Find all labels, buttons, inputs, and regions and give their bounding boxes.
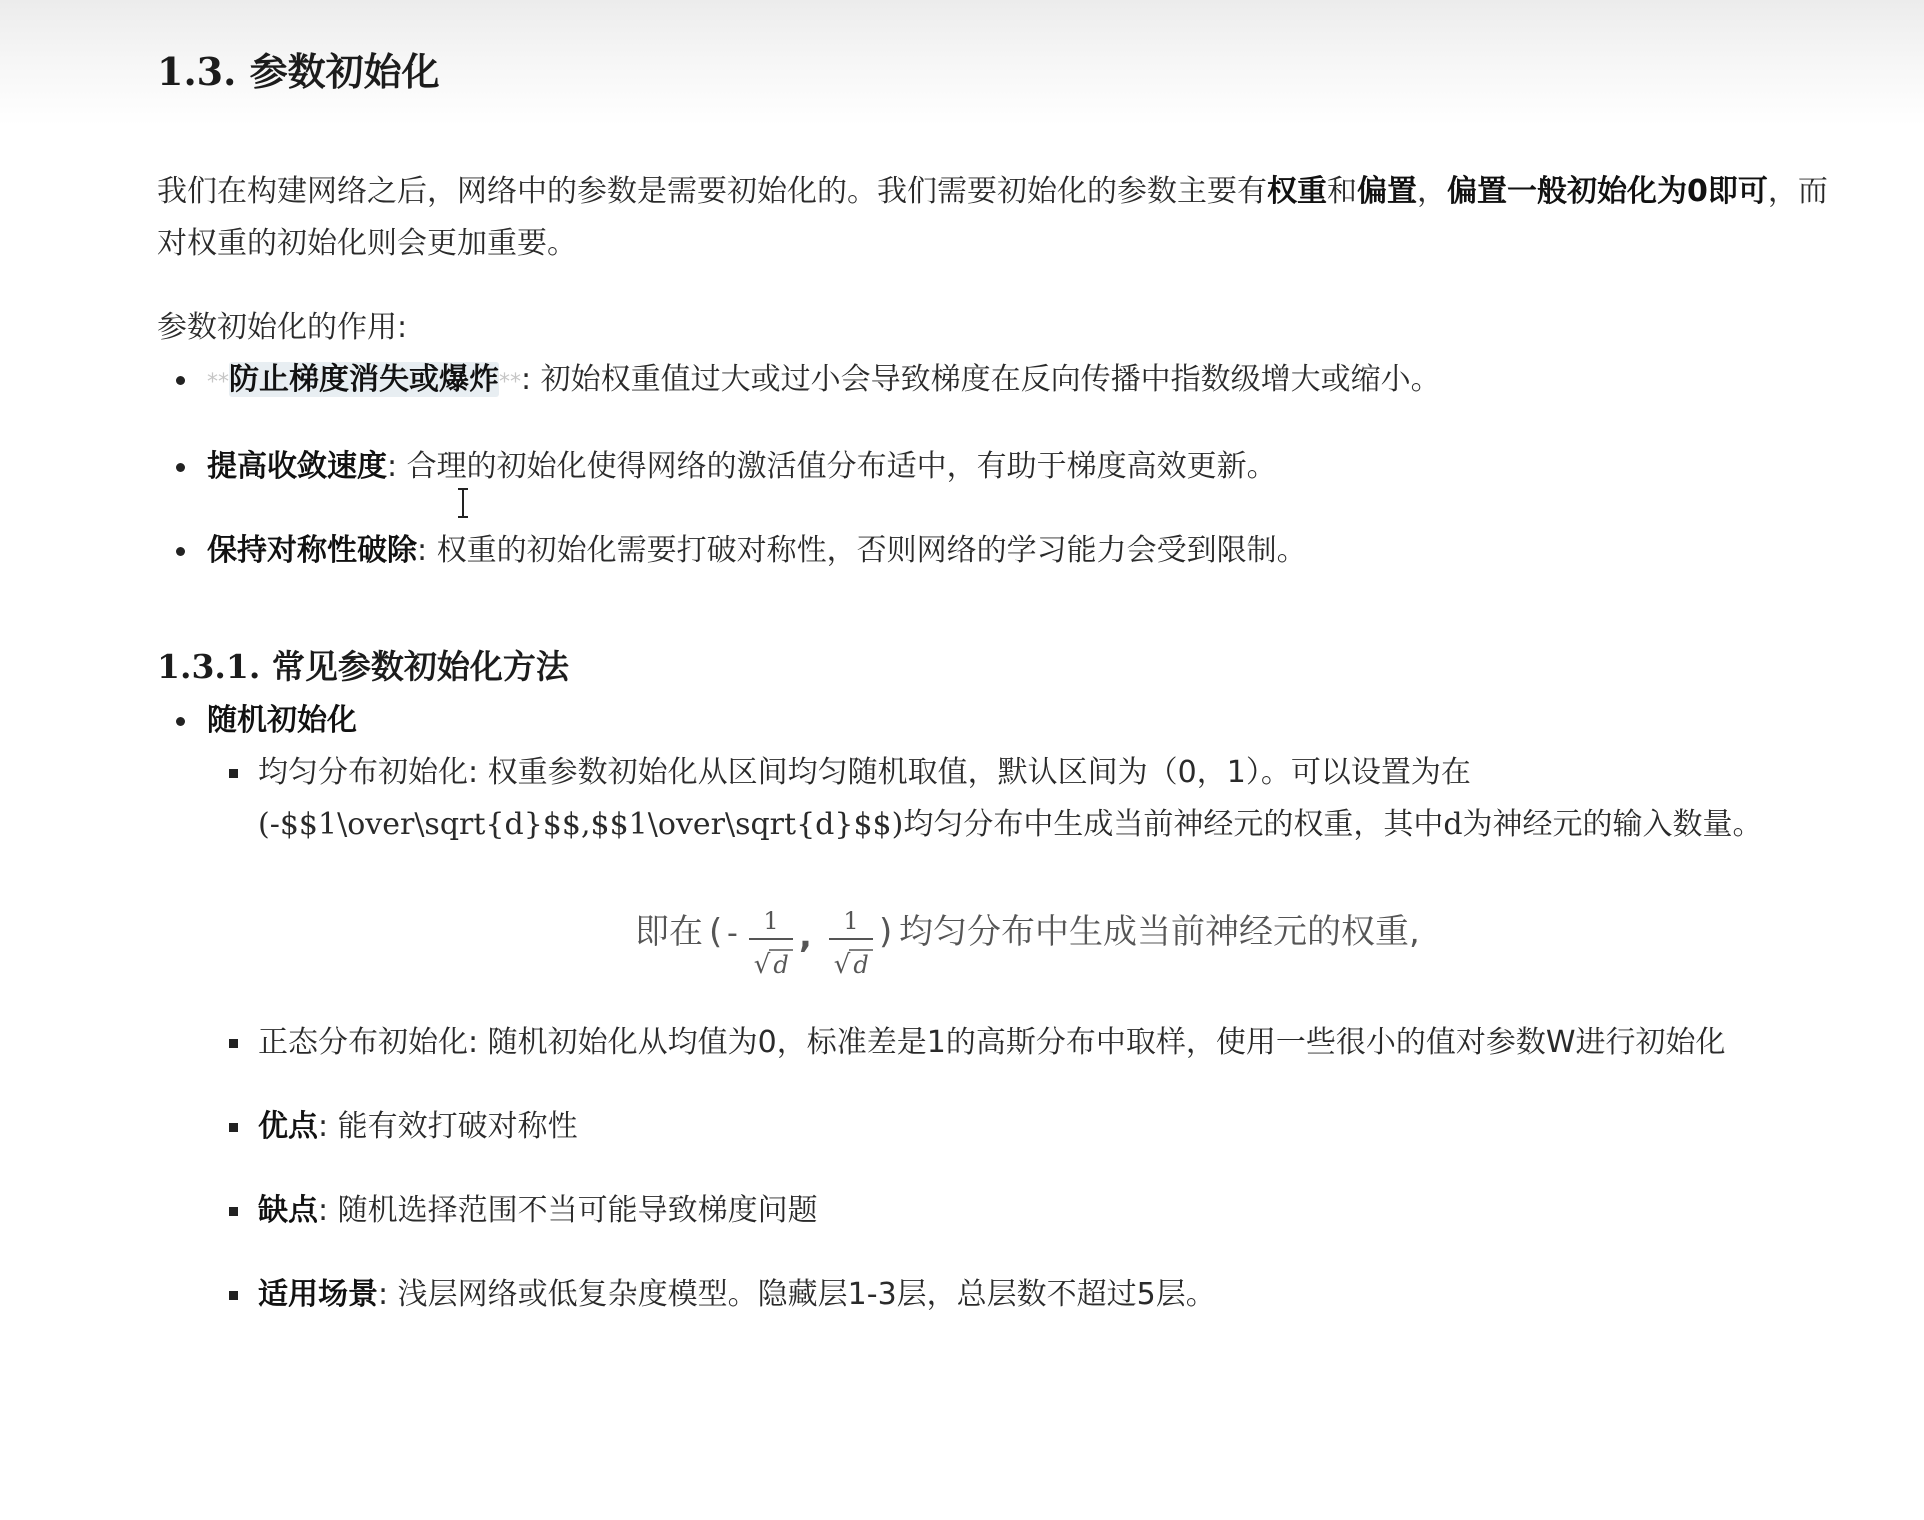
formula-prefix: 即在: [635, 912, 703, 952]
intro-comma: ，: [1417, 174, 1447, 209]
list-item: [157, 1101, 1857, 1153]
purpose-list: [157, 354, 1857, 577]
section-heading: [157, 40, 1857, 104]
list-item: [157, 695, 1857, 747]
formula-numerator: 1: [763, 907, 779, 935]
list-item: [157, 747, 1857, 851]
document-content: [157, 40, 1857, 1321]
list-item-text: 权重的初始化需要打破对称性，否则网络的学习能力会受到限制。: [436, 533, 1307, 568]
list-item-title: 提高收敛速度: [207, 449, 387, 484]
normal-text: 随机初始化从均值为0，标准差是1的高斯分布中取样，使用一些很小的值对参数W进行初始化: [487, 1025, 1726, 1060]
subsection-heading: [157, 639, 1857, 695]
formula-svg: [157, 873, 1857, 1001]
text-cursor-icon: [457, 488, 469, 518]
uniform-text-1: 权重参数初始化从区间均匀随机取值，默认区间为（0，1）。可以设置为在: [487, 755, 1471, 790]
intro-bold-bias: 偏置: [1357, 174, 1417, 209]
prop-text: 随机选择范围不当可能导致梯度问题: [337, 1193, 818, 1228]
section-number: 1.3.: [157, 49, 237, 94]
formula-open-paren: (: [709, 912, 723, 952]
intro-paragraph: [157, 166, 1857, 270]
normal-list: [157, 1017, 1857, 1321]
intro-bold-weight: 权重: [1267, 174, 1327, 209]
method-title: 随机初始化: [207, 703, 357, 738]
uniform-sep: :: [468, 755, 488, 790]
subsection-title: 常见参数初始化方法: [271, 647, 569, 686]
prop-sep: :: [378, 1277, 398, 1312]
formula-comma: ,: [799, 916, 812, 956]
list-item: [157, 1185, 1857, 1237]
prop-text: 能有效打破对称性: [337, 1109, 578, 1144]
list-item-text: 合理的初始化使得网络的激活值分布适中，有助于梯度高效更新。: [406, 449, 1277, 484]
intro-and: 和: [1327, 174, 1357, 209]
list-item-text: 初始权重值过大或过小会导致梯度在反向传播中指数级增大或缩小。: [540, 362, 1441, 397]
list-item: [157, 1017, 1857, 1069]
formula-suffix: 均匀分布中生成当前神经元的权重,: [899, 912, 1420, 952]
formula-radicand: d: [773, 951, 789, 979]
markdown-bold-marker: **: [207, 370, 229, 395]
formula-close-paren: ): [879, 912, 893, 952]
section-title: 参数初始化: [249, 50, 440, 94]
method-list: [157, 695, 1857, 747]
list-item-sep: :: [521, 362, 541, 397]
list-item: [157, 1269, 1857, 1321]
formula-radical: √: [753, 950, 771, 980]
subsection-number: 1.3.1.: [157, 647, 261, 686]
prop-text: 浅层网络或低复杂度模型。隐藏层1-3层，总层数不超过5层。: [397, 1277, 1216, 1312]
normal-sep: :: [468, 1025, 488, 1060]
formula-minus: -: [727, 916, 738, 951]
list-item: [157, 441, 1857, 493]
uniform-text-2: (-$$1\over\sqrt{d}$$,$$1\over\sqrt{d}$$)均匀分布中生成当前神经元的权重，其中d为神经元的输入数量。: [258, 807, 1763, 842]
prop-sep: :: [318, 1109, 338, 1144]
prop-title: 适用场景: [258, 1277, 378, 1312]
list-item-title: 保持对称性破除: [207, 533, 417, 568]
prop-sep: :: [318, 1193, 338, 1228]
prop-title: 优点: [258, 1109, 318, 1144]
purpose-label: 参数初始化的作用:: [157, 310, 408, 345]
list-item-sep: :: [387, 449, 407, 484]
formula-numerator: 1: [843, 907, 859, 935]
uniform-list: [157, 747, 1857, 851]
list-item-title: 防止梯度消失或爆炸: [229, 362, 499, 397]
list-item: [157, 525, 1857, 577]
list-item: [157, 354, 1857, 409]
formula-image: [157, 873, 1857, 1001]
intro-text-2: ，而对权重的初始化则会更加重要。: [157, 174, 1828, 261]
markdown-bold-marker: **: [499, 370, 521, 395]
intro-text-1: 我们在构建网络之后，网络中的参数是需要初始化的。我们需要初始化的参数主要有: [157, 174, 1267, 209]
list-item-sep: :: [417, 533, 437, 568]
uniform-title: 均匀分布初始化: [258, 755, 468, 790]
formula-radicand: d: [853, 951, 869, 979]
prop-title: 缺点: [258, 1193, 318, 1228]
normal-title: 正态分布初始化: [258, 1025, 468, 1060]
intro-bold-bias-zero: 偏置一般初始化为0即可: [1447, 174, 1768, 209]
formula-radical: √: [833, 950, 851, 980]
